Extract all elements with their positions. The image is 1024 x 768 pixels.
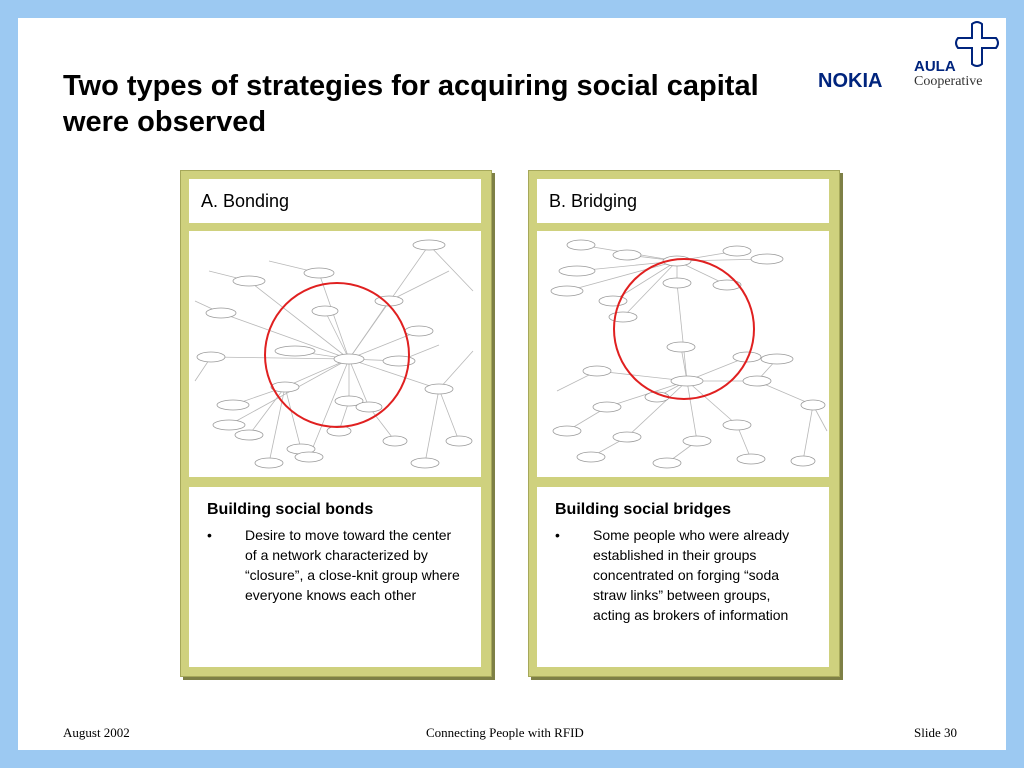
bridging-network-graph [537, 231, 829, 477]
bonding-network-image [189, 231, 481, 477]
bridging-text-box [537, 487, 829, 667]
slide-number: Slide 30 [914, 725, 957, 740]
aula-cross-icon [952, 20, 1002, 70]
bullet-icon: • [207, 527, 212, 543]
bridging-panel [528, 170, 840, 677]
slide-title: Two types of strategies for acquiring social capital were observed [63, 70, 759, 138]
aula-logo: AULA [914, 58, 956, 75]
nokia-logo: NOKIA [818, 70, 883, 92]
slide [18, 18, 1006, 750]
bonding-bullet-text: Desire to move toward the center of a network characterized by “closure”, a close-knit group where everyone knows each other [245, 527, 460, 603]
footer-date: August 2002 [63, 725, 130, 740]
bridging-heading: B. Bridging [537, 179, 829, 223]
bonding-panel [180, 170, 492, 677]
bonding-subtitle: Building social bonds [207, 501, 374, 518]
cooperative-logo: Cooperative [914, 74, 983, 89]
bullet-icon: • [555, 527, 560, 543]
bridging-bullet-text: Some people who were already established in their groups concentrated on forging “soda straw links” between groups, acting as brokers of information [593, 527, 790, 623]
bridging-bullet [555, 525, 811, 625]
bonding-text-box [189, 487, 481, 667]
bonding-bullet [207, 525, 463, 605]
bridging-network-image [537, 231, 829, 477]
bonding-heading: A. Bonding [189, 179, 481, 223]
bonding-network-graph [189, 231, 481, 477]
footer-title: Connecting People with RFID [426, 725, 584, 740]
bridging-subtitle: Building social bridges [555, 501, 732, 518]
